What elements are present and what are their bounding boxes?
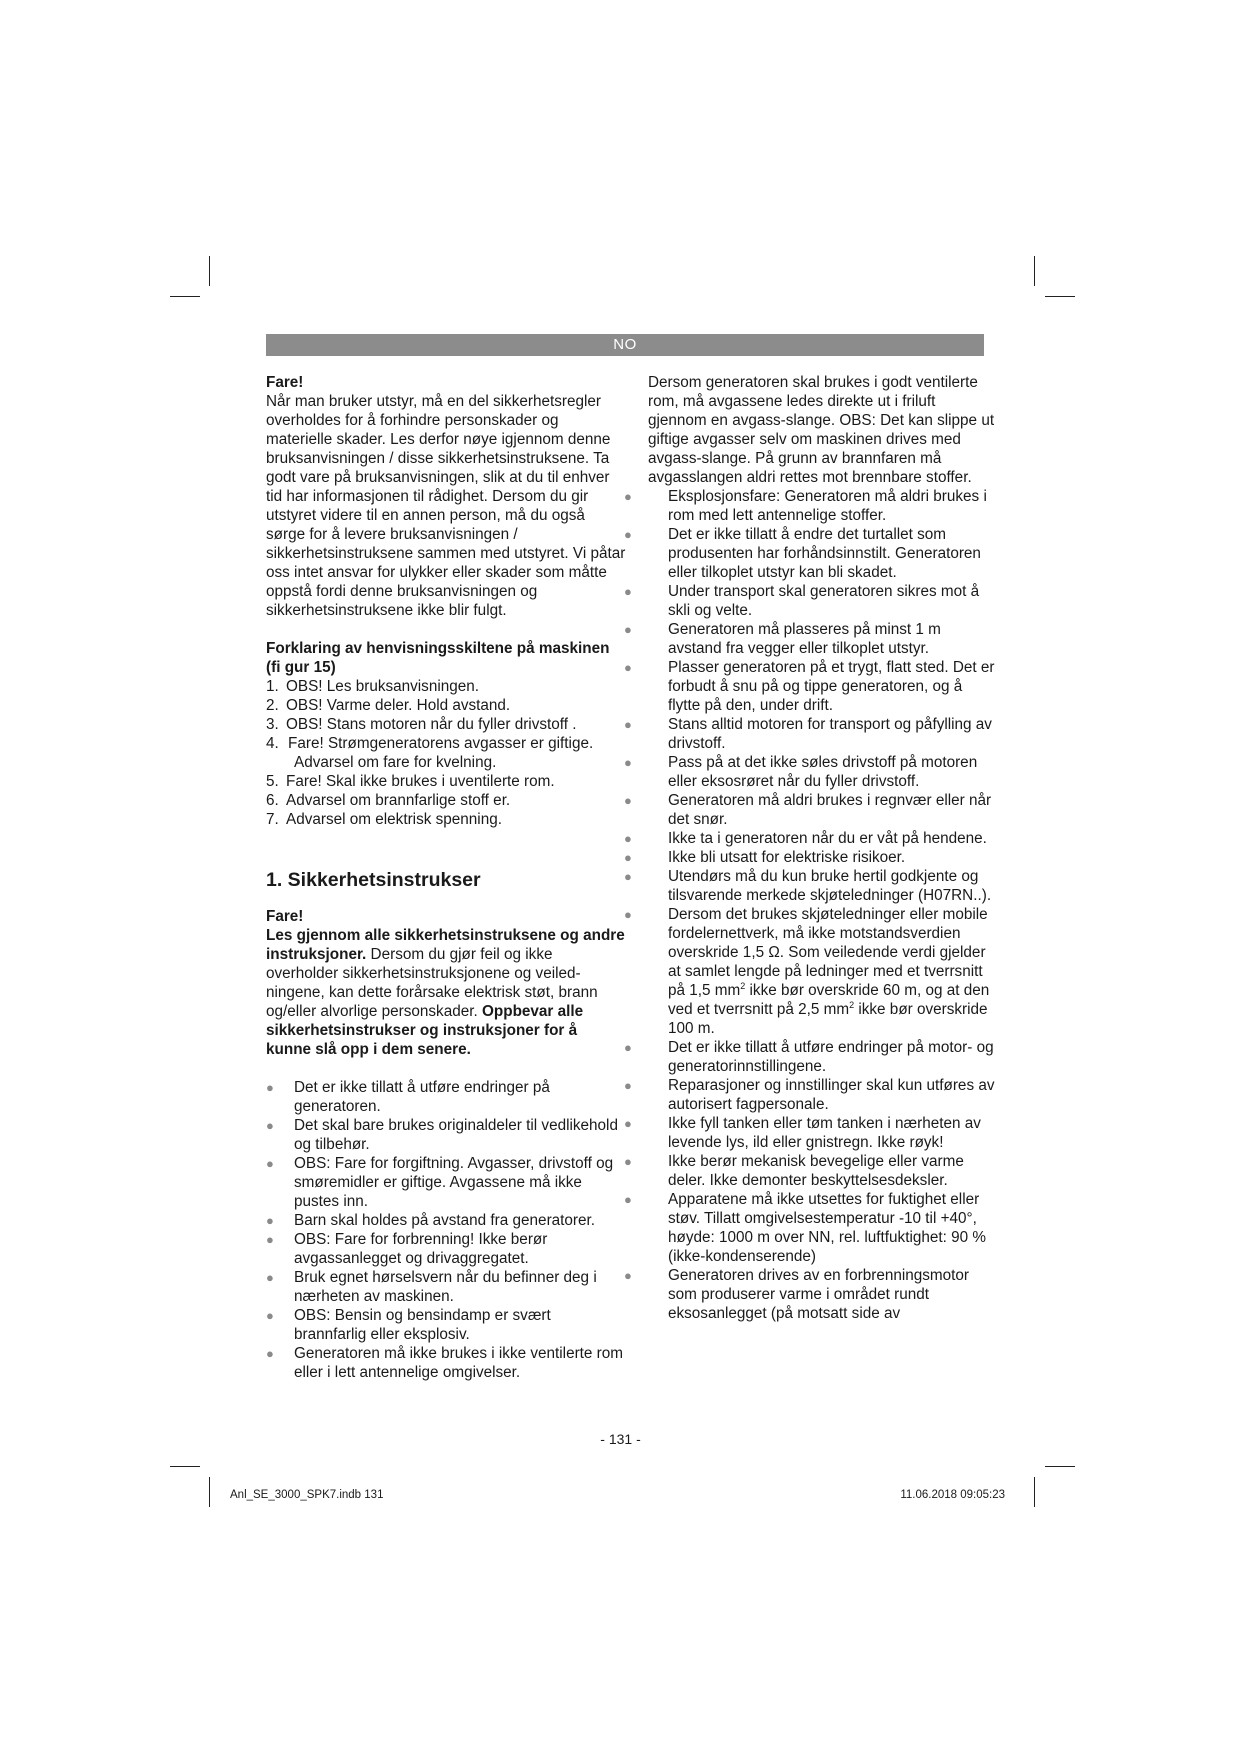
list-item: ● Det er ikke tillatt å endre det turtallet som produsenten har forhåndsinnstilt. Generatoren eller tilkoplet utstyr kan bli skadet.: [624, 526, 981, 581]
right-column: [624, 373, 998, 1323]
bullet-icon: ●: [266, 1118, 274, 1133]
list-item: ● Under transport skal generatoren sikres mot å skli og velte.: [624, 583, 980, 619]
bullet-icon: ●: [624, 850, 632, 865]
list-item: ● Utendørs må du kun bruke hertil godkjente og tilsvarende merkede skjøteledninger (H07RN..).: [624, 868, 992, 904]
intro-paragraph: Når man bruker utstyr, må en del sikkerhetsregler overholdes for å forhindre personskader og materielle skader. Les derfor nøye igjennom denne bruksanvisningen / disse sikkerhetsinstruksene. Ta godt vare på bruksanvisningen, slik at du til enhver tid har informasjonen til rådighet. Dersom du gir utstyret videre til en annen person, må du også sørge for å levere bruksanvisningen / sikkerhetsinstruksene sammen med utstyret. Vi påtar oss intet ansvar for ulykker eller skader som måtte oppstå fordi denne bruksanvisningen og sikkerhetsinstruksene ikke blir fulgt.: [266, 393, 626, 619]
left-column: [266, 373, 626, 1382]
bullet-icon: ●: [624, 1154, 632, 1169]
list-item: ● Ikke ta i generatoren når du er våt på hendene.: [624, 830, 987, 847]
footer-filename: Anl_SE_3000_SPK7.indb 131: [230, 1489, 384, 1501]
bullet-icon: ●: [624, 1040, 632, 1055]
bullet-icon: ●: [266, 1213, 274, 1228]
crop-mark: [170, 296, 200, 297]
ventilation-paragraph: Dersom generatoren skal brukes i godt ventilerte rom, må avgassene ledes direkte ut i friluft gjennom en avgass-slange. OBS: Det kan slippe ut giftige avgasser selv om maskinen drives med avgass-slange. På grunn av brannfaren må avgasslangen aldri rettes mot brennbare stoffer.: [648, 374, 995, 486]
footer-timestamp: 11.06.2018 09:05:23: [900, 1489, 1005, 1501]
crop-mark: [1034, 1477, 1035, 1507]
list-item: ● Generatoren må ikke brukes i ikke ventilerte rom eller i lett antennelige omgivelser.: [266, 1345, 624, 1381]
bullet-icon: ●: [624, 755, 632, 770]
list-item: ● Bruk egnet hørselsvern når du befinner deg i nærheten av maskinen.: [266, 1269, 597, 1305]
bullet-icon: ●: [266, 1346, 274, 1361]
crop-mark: [209, 256, 210, 286]
list-item: ● Pass på at det ikke søles drivstoff på motoren eller eksosrøret når du fyller drivstoff.: [624, 754, 978, 790]
list-item: ● OBS: Fare for forbrenning! Ikke berør avgassanlegget og drivaggregatet.: [266, 1231, 548, 1267]
signs-heading: Forklaring av henvisningsskiltene på maskinen (fi gur 15): [266, 640, 610, 676]
bullet-icon: ●: [266, 1308, 274, 1323]
bullet-icon: ●: [266, 1080, 274, 1095]
list-item: ● Apparatene må ikke utsettes for fuktighet eller støv. Tillatt omgivelsestemperatur -10 til +40°, høyde: 1000 m over NN, rel. luftfuktighet: 90 % (ikke-kondenserende): [624, 1191, 986, 1265]
list-item: 1. OBS! Les bruksanvisningen.: [266, 678, 480, 695]
list-item: 3. OBS! Stans motoren når du fyller drivstoff .: [266, 716, 577, 733]
list-item: ● Ikke berør mekanisk bevegelige eller varme deler. Ikke demonter beskyttelsesdeksler.: [624, 1153, 964, 1189]
list-item: 6. Advarsel om brannfarlige stoff er.: [266, 792, 511, 809]
list-item: ● Ikke bli utsatt for elektriske risikoer.: [624, 849, 906, 866]
bullet-icon: ●: [624, 717, 632, 732]
list-item: ● Reparasjoner og innstillinger skal kun utføres av autorisert fagpersonale.: [624, 1077, 995, 1113]
danger-label: Fare!: [266, 374, 304, 391]
bullet-icon: ●: [266, 1156, 274, 1171]
bullet-icon: ●: [624, 907, 632, 922]
crop-mark: [1034, 256, 1035, 286]
bullet-icon: ●: [624, 1268, 632, 1283]
list-item: ● Det er ikke tillatt å utføre endringer på motor- og generatorinnstillingene.: [624, 1039, 994, 1075]
bullet-icon: ●: [266, 1232, 274, 1247]
list-item: ● Generatoren må plasseres på minst 1 m avstand fra vegger eller tilkoplet utstyr.: [624, 621, 941, 657]
list-item: ● OBS: Fare for forgiftning. Avgasser, drivstoff og smøremidler er giftige. Avgassene må ikke pustes inn.: [266, 1155, 614, 1210]
bullet-icon: ●: [266, 1270, 274, 1285]
crop-mark: [1045, 296, 1075, 297]
list-item: ● Barn skal holdes på avstand fra generatorer.: [266, 1212, 596, 1229]
instructions-paragraph: Les gjennom alle sikkerhetsinstruksene og andre instruksjoner. Dersom du gjør feil og ikke overholder sikkerhetsinstruksjonene og veiled-ningene, kan dette forårsake elektrisk støt, brann og/eller alvorlige personskader. Oppbevar alle sikkerhetsinstrukser og instruksjoner for å kunne slå opp i dem senere.: [266, 927, 625, 1058]
list-item: 4. Fare! Strømgeneratorens avgasser er giftige. Advarsel om fare for kvelning.: [266, 735, 594, 771]
crop-mark: [1045, 1466, 1075, 1467]
bullet-icon: ●: [624, 1116, 632, 1131]
bullet-icon: ●: [624, 1078, 632, 1093]
bullet-icon: ●: [624, 660, 632, 675]
list-item: ● OBS: Bensin og bensindamp er svært brannfarlig eller eksplosiv.: [266, 1307, 551, 1343]
bullet-icon: ●: [624, 793, 632, 808]
safety-bullet-list: [624, 487, 998, 1323]
list-item: 2. OBS! Varme deler. Hold avstand.: [266, 697, 511, 714]
safety-bullet-list: [266, 1078, 626, 1382]
list-item: ● Stans alltid motoren for transport og påfylling av drivstoff.: [624, 716, 992, 752]
list-item: ● Generatoren må aldri brukes i regnvær eller når det snør.: [624, 792, 992, 828]
list-item: ● Plasser generatoren på et trygt, flatt sted. Det er forbudt å snu på og tippe generatoren, og å flytte på den, under drift.: [624, 659, 995, 714]
signs-list: [266, 677, 626, 829]
list-item: ● Det skal bare brukes originaldeler til vedlikehold og tilbehør.: [266, 1117, 618, 1153]
list-item: ● Dersom det brukes skjøteledninger eller mobile fordelernettverk, må ikke motstandsverdien overskride 1,5 Ω. Som veiledende verdi gjelder at samlet lengde på ledninger med et tverrsnitt på 1,5 $mm^2$ ikke bør overskride 60 m, og at den ved et tverrsnitt på 2,5 $mm^2$ ikke bør overskride 100 m.: [624, 906, 990, 1037]
page-number: - 131 -: [600, 1431, 641, 1447]
bullet-icon: ●: [624, 869, 632, 884]
section-title: 1. Sikkerhetsinstrukser: [266, 869, 481, 891]
crop-mark: [170, 1466, 200, 1467]
list-item: ● Eksplosjonsfare: Generatoren må aldri brukes i rom med lett antennelige stoffer.: [624, 488, 987, 524]
list-item: 5. Fare! Skal ikke brukes i uventilerte rom.: [266, 773, 555, 790]
bullet-icon: ●: [624, 1192, 632, 1207]
language-header-bar: NO: [266, 334, 984, 356]
bullet-icon: ●: [624, 622, 632, 637]
crop-mark: [209, 1477, 210, 1507]
list-item: ● Det er ikke tillatt å utføre endringer på generatoren.: [266, 1079, 550, 1115]
danger-label: Fare!: [266, 908, 304, 925]
bullet-icon: ●: [624, 831, 632, 846]
list-item: ● Ikke fyll tanken eller tøm tanken i nærheten av levende lys, ild eller gnistregn. Ikke røyk!: [624, 1115, 981, 1151]
bullet-icon: ●: [624, 584, 632, 599]
bullet-icon: ●: [624, 527, 632, 542]
bullet-icon: ●: [624, 489, 632, 504]
list-item: 7. Advarsel om elektrisk spenning.: [266, 811, 502, 828]
list-item: ● Generatoren drives av en forbrenningsmotor som produserer varme i området rundt eksosanlegget (på motsatt side av: [624, 1267, 970, 1322]
